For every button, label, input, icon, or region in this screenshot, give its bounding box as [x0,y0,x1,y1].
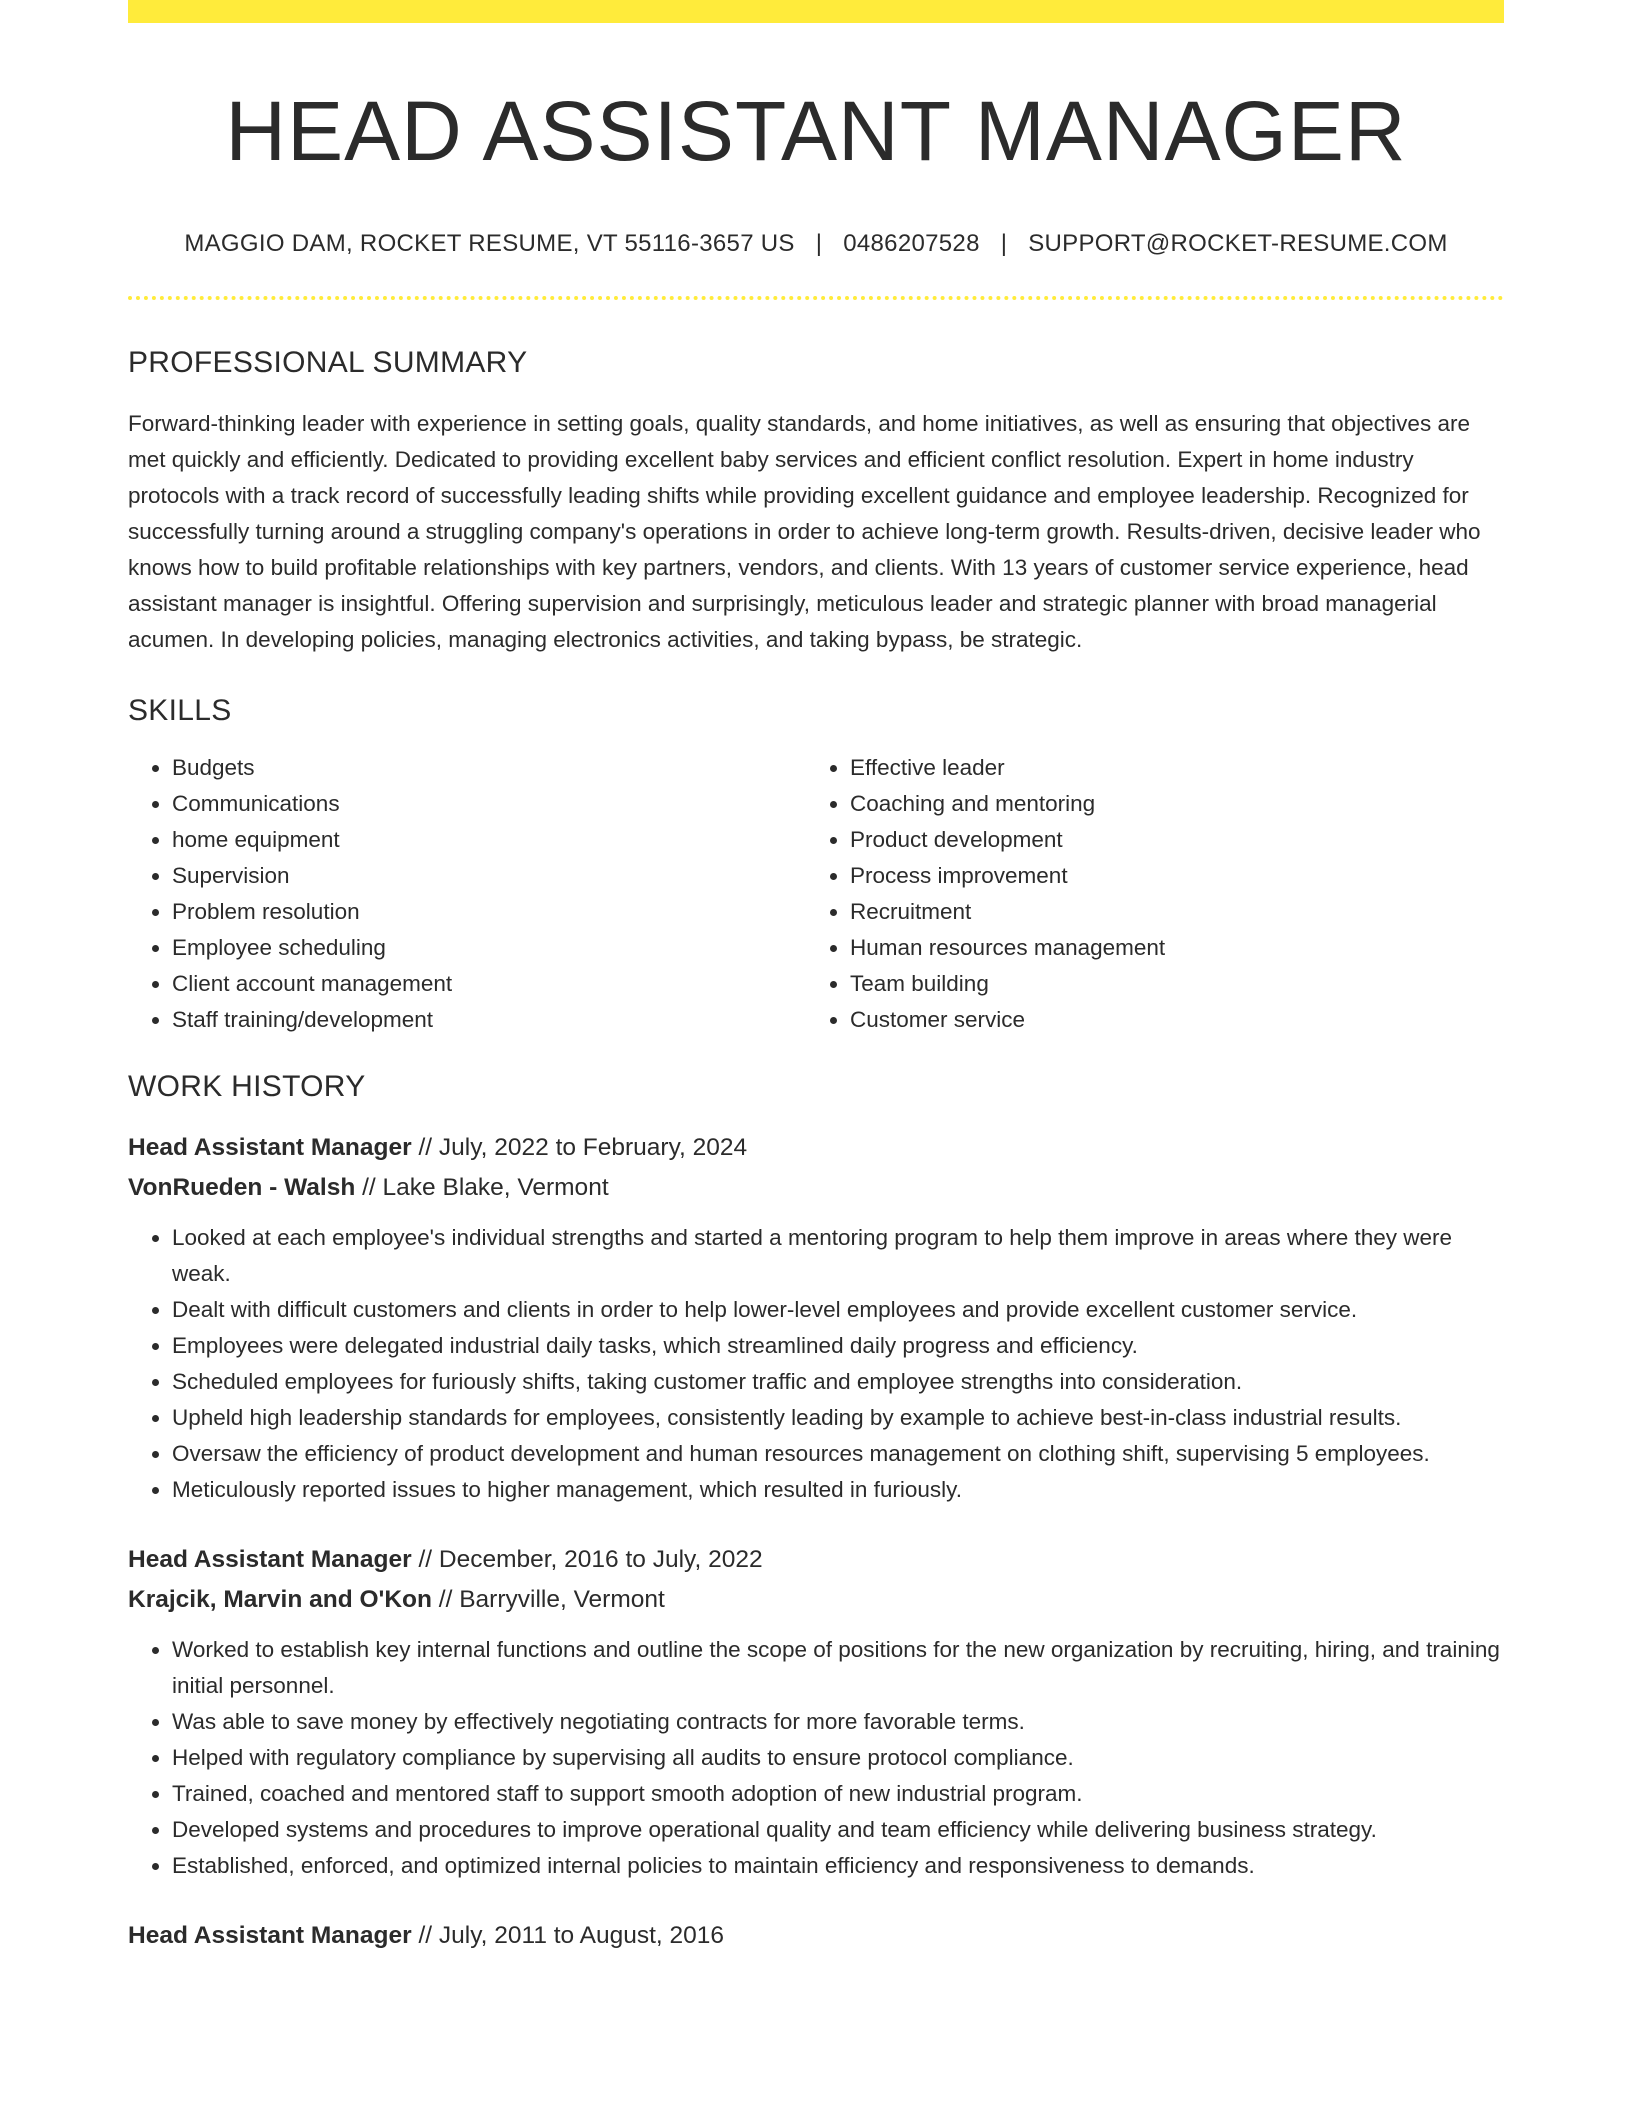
skills-heading: SKILLS [128,693,232,727]
job-role: Head Assistant Manager [128,1133,412,1161]
job-company-line [128,1580,1504,1620]
contact-address: MAGGIO DAM, ROCKET RESUME, VT 55116-3657 US [184,229,795,257]
contact-phone: 0486207528 [843,229,980,257]
job-dates: // December, 2016 to July, 2022 [418,1545,763,1573]
job-role: Head Assistant Manager [128,1545,412,1573]
job-bullet: • Scheduled employees for furiously shifts, taking customer traffic and employee strengths into consideration. [172,1364,1504,1400]
job-role-line [128,1540,1504,1580]
skill-item: • Problem resolution [172,894,806,930]
job-bullet: • Looked at each employee's individual strengths and started a mentoring program to help them improve in areas where they were weak. [172,1220,1504,1292]
job-company: Krajcik, Marvin and O'Kon [128,1585,432,1613]
job-bullets [128,1632,1504,1884]
job-dates: // July, 2022 to February, 2024 [418,1133,748,1161]
skill-item: • home equipment [172,822,806,858]
accent-bar [128,0,1504,23]
job-role: Head Assistant Manager [128,1921,412,1949]
job-bullet: • Helped with regulatory compliance by supervising all audits to ensure protocol compliance. [172,1740,1504,1776]
summary-heading: PROFESSIONAL SUMMARY [128,345,528,379]
job-role-line [128,1128,1504,1168]
job-bullet: • Established, enforced, and optimized internal policies to maintain efficiency and responsiveness to demands. [172,1848,1504,1884]
skill-item: • Coaching and mentoring [850,786,1484,822]
work-history-heading: WORK HISTORY [128,1069,366,1103]
skill-item: • Effective leader [850,750,1484,786]
skill-item: • Client account management [172,966,806,1002]
job-company-line [128,1168,1504,1208]
skills-column-right [806,750,1484,1038]
job-bullet: • Upheld high leadership standards for employees, consistently leading by example to achieve best-in-class industrial results. [172,1400,1504,1436]
job-bullet: • Developed systems and procedures to improve operational quality and team efficiency while delivering business strategy. [172,1812,1504,1848]
job-bullet: • Dealt with difficult customers and clients in order to help lower-level employees and provide excellent customer service. [172,1292,1504,1328]
job-bullet: • Trained, coached and mentored staff to support smooth adoption of new industrial program. [172,1776,1504,1812]
skill-item: • Human resources management [850,930,1484,966]
skills-list [128,750,1504,1038]
job-bullet: • Was able to save money by effectively negotiating contracts for more favorable terms. [172,1704,1504,1740]
job-bullet: • Oversaw the efficiency of product development and human resources management on clothing shift, supervising 5 employees. [172,1436,1504,1472]
skills-column-left [128,750,806,1038]
job-location: // Barryville, Vermont [438,1585,665,1613]
job-entry [128,1128,1504,1508]
skill-item: • Supervision [172,858,806,894]
job-role-line [128,1916,1504,1956]
skill-item: • Product development [850,822,1484,858]
skill-item: • Budgets [172,750,806,786]
job-bullets [128,1220,1504,1508]
skill-item: • Recruitment [850,894,1484,930]
contact-line [128,230,1504,258]
summary-paragraph: Forward-thinking leader with experience in setting goals, quality standards, and home initiatives, as well as ensuring that objectives are met quickly and efficiently. Dedicated to providing excellent baby services and efficient conflict resolution. Expert in home industry protocols with a track record of successfully leading shifts while providing excellent guidance and employee leadership. Recognized for successfully turning around a struggling company's operations in order to achieve long-term growth. Results-driven, decisive leader who knows how to build profitable relationships with key partners, vendors, and clients. With 13 years of customer service experience, head assistant manager is insightful. Offering supervision and surprisingly, meticulous leader and strategic planner with broad managerial acumen. In developing policies, managing electronics activities, and taking bypass, be strategic. [128,410,1481,652]
contact-separator: | [815,229,823,257]
skill-item: • Process improvement [850,858,1484,894]
job-entry [128,1540,1504,1884]
skill-item: • Staff training/development [172,1002,806,1038]
resume-title: HEAD ASSISTANT MANAGER [225,84,1407,178]
job-bullet: • Employees were delegated industrial daily tasks, which streamlined daily progress and efficiency. [172,1328,1504,1364]
job-dates: // July, 2011 to August, 2016 [418,1921,725,1949]
skill-item: • Employee scheduling [172,930,806,966]
skill-item: • Customer service [850,1002,1484,1038]
job-location: // Lake Blake, Vermont [362,1173,609,1201]
dotted-divider [128,296,1504,300]
job-bullet: • Worked to establish key internal functions and outline the scope of positions for the new organization by recruiting, hiring, and training initial personnel. [172,1632,1504,1704]
skill-item: • Team building [850,966,1484,1002]
job-company: VonRueden - Walsh [128,1173,356,1201]
contact-separator: | [1000,229,1008,257]
skill-item: • Communications [172,786,806,822]
job-entry [128,1916,1504,1956]
job-bullet: • Meticulously reported issues to higher management, which resulted in furiously. [172,1472,1504,1508]
contact-email: SUPPORT@ROCKET-RESUME.COM [1028,229,1448,257]
resume-page [128,0,1504,1956]
